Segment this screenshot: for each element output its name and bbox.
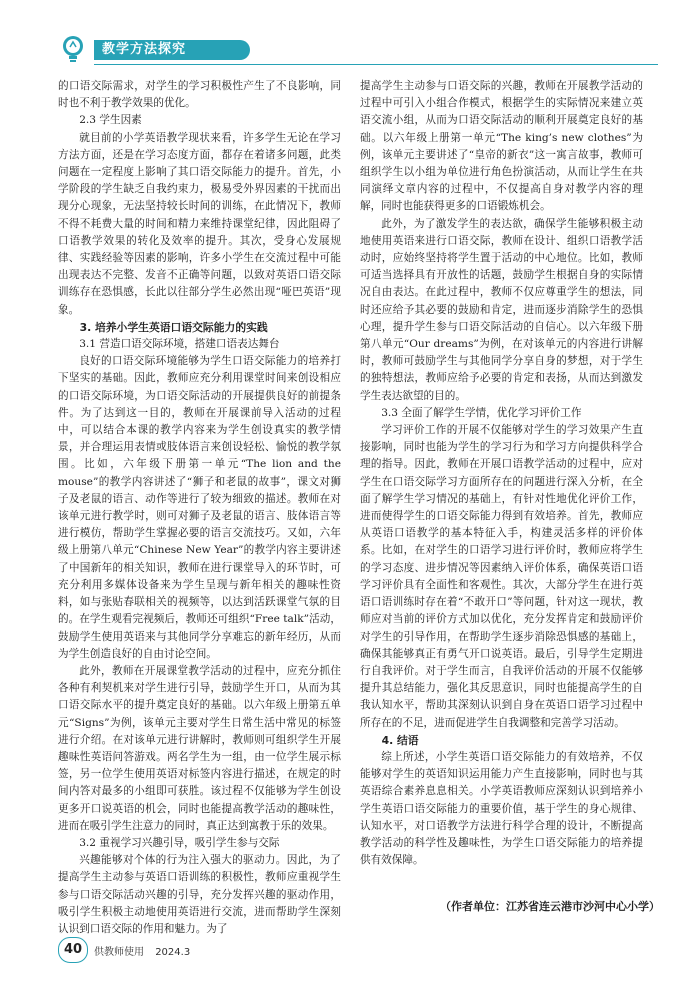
journal-issue: 2024.3: [155, 947, 191, 958]
author-affiliation: （作者单位：江苏省连云港市沙河中心小学）: [440, 900, 660, 913]
paragraph: 就目前的小学英语教学现状来看，许多学生无论在学习方法方面，还是在学习态度方面，都存在着诸多问题，此类问题在一定程度上影响了其口语交际能力的提升。首先，小学阶段的学生缺乏自我约束力，极易受外界因素的干扰而出现分心现象，无法坚持较长时间的训练，在此情况下，教师不得不耗费大量的时间和精力来维持课堂纪律，因此阻碍了口语教学效果的转化及效率的提升。其次，受身心发展规律、实践经验等因素的影响，许多小学生在交流过程中可能出现表达不完整、发音不正确等问题，以致对英语口语交际训练存在恐惧感，长此以往部分学生必然出现“哑巴英语”现象。: [58, 131, 341, 316]
subheading-3-3: 3.3 全面了解学生学情，优化学习评价工作: [381, 406, 582, 419]
subheading-2-3: 2.3 学生因素: [79, 114, 142, 127]
heading-4: 4. 结语: [381, 733, 419, 747]
journal-info: [94, 943, 198, 958]
left-column: [58, 78, 341, 938]
paragraph: 兴趣能够对个体的行为注入强大的驱动力。因此，为了提高学生主动参与英语口语训练的积极性，教师应重视学生参与口语交际活动兴趣的引导，充分发挥兴趣的驱动作用，吸引学生积极主动地使用英语进行交流，进而帮助学生深刻认识到口语交际的作用和魅力。为了: [58, 854, 341, 935]
paragraph: 的口语交际需求，对学生的学习积极性产生了不良影响，同时也不利于教学效果的优化。: [58, 80, 341, 110]
page-number: 40: [58, 937, 88, 963]
page-header: [58, 34, 658, 66]
heading-3: 3. 培养小学生英语口语交际能力的实践: [79, 320, 268, 334]
right-column: [360, 78, 643, 869]
paragraph: 此外，教师在开展课堂教学活动的过程中，应充分抓住各种有利契机来对学生进行引导，鼓励学生开口，从而为其口语交际水平的提升奠定良好的基础。以六年级上册第五单元“Signs”为例，该单元主要对学生日常生活中常见的标签进行介绍。在对该单元进行讲解时，教师则可组织学生开展趣味性英语问答游戏。两名学生为一组，由一位学生展示标签，另一位学生使用英语对标签内容进行描述，在规定的时间内答对最多的小组即可获胜。该过程不仅能够为学生创设更多开口说英语的机会，同时也能提高教学活动的趣味性，进而在吸引学生注意力的同时，真正达到寓教于乐的效果。: [58, 664, 341, 832]
paragraph: 提高学生主动参与口语交际的兴趣，教师在开展教学活动的过程中可引入小组合作模式，根据学生的实际情况来建立英语交流小组，从而为口语交际活动的顺利开展奠定良好的基础。以六年级上册第一单元“The king’s new clothes”为例，该单元主要讲述了“皇帝的新衣”这一寓言故事，教师可组织学生以小组为单位进行角色扮演活动，从而让学生在共同演绎文章内容的过程中，不仅提高自身对教学内容的理解，同时也能获得更多的口语锻炼机会。: [360, 80, 643, 213]
journal-name: 供教师使用: [94, 947, 144, 958]
lightbulb-icon: [58, 34, 88, 64]
subheading-3-1: 3.1 营造口语交际环境，搭建口语表达舞台: [79, 338, 280, 351]
page-footer: [58, 937, 258, 965]
paragraph: 学习评价工作的开展不仅能够对学生的学习效果产生直接影响，同时也能为学生的学习行为和学习方向提供科学合理的指导。因此，教师在开展口语教学活动的过程中，应对学生在口语交际学习方面所存在的问题进行深入分析，在全面了解学生学习情况的基础上，有针对性地优化评价工作，进而使得学生的口语交际能力得到有效培养。首先，教师应从英语口语教学的基本特征入手，构建灵活多样的评价体系。比如，在对学生的口语学习进行评价时，教师应将学生的学习态度、进步情况等因素纳入评价体系，确保英语口语学习评价具有全面性和客观性。其次，大部分学生在进行英语口语训练时存在着“不敢开口”等问题，针对这一现状，教师应对当前的评价方式加以优化，充分发挥肯定和鼓励评价对学生的引导作用，在帮助学生逐步消除恐惧感的基础上，确保其能够真正有勇气开口说英语。最后，引导学生定期进行自我评价。对于学生而言，自我评价活动的开展不仅能够提升其总结能力，强化其反思意识，同时也能提高学生的自我认知水平，帮助其深刻认识到自身在英语口语学习过程中所存在的不足，进而促进学生自我调整和完善学习活动。: [360, 424, 643, 729]
header-divider: [94, 64, 658, 65]
subheading-3-2: 3.2 重视学习兴趣引导，吸引学生参与交际: [79, 836, 280, 849]
section-title: 教学方法探究: [94, 40, 250, 60]
paragraph: 良好的口语交际环境能够为学生口语交际能力的培养打下坚实的基础。因此，教师应充分利用课堂时间来创设相应的口语交际环境，为口语交际活动的开展提供良好的前提条件。为了达到这一目的，教师在开展课前导入活动的过程中，可以结合本课的教学内容来为学生创设真实的教学情景，并合理运用表情或肢体语言来创设轻松、愉悦的教学氛围。比如，六年级下册第一单元“The lion and the mouse”的教学内容讲述了“狮子和老鼠的故事”，课文对狮子及老鼠的语言、动作等进行了较为细致的描述。教师在对该单元进行教学时，则可对狮子及老鼠的语言、肢体语言等进行模仿，帮助学生掌握必要的语言交流技巧。又如，六年级上册第八单元“Chinese New Year”的教学内容主要讲述了中国新年的相关知识，教师在进行课堂导入的环节时，可充分利用多媒体设备来为学生呈现与新年相关的趣味性资料，如与张贴春联相关的视频等，以达到活跃课堂气氛的目的。在学生观看完视频后，教师还可组织“Free talk”活动，鼓励学生使用英语来与其他同学分享难忘的新年经历，从而为学生创造良好的自由讨论空间。: [58, 355, 341, 660]
paragraph: 综上所述，小学生英语口语交际能力的有效培养，不仅能够对学生的英语知识运用能力产生直接影响，同时也与其英语综合素养息息相关。小学英语教师应深刻认识到培养小学生英语口语交际能力的重要价值，基于学生的身心规律、认知水平，对口语教学方法进行科学合理的设计，不断提高教学活动的科学性及趣味性，为学生口语交际能力的培养提供有效保障。: [360, 750, 643, 867]
paragraph: 此外，为了激发学生的表达欲，确保学生能够积极主动地使用英语来进行口语交际，教师在设计、组织口语教学活动时，应始终坚持将学生置于活动的中心地位。比如，教师可适当选择具有开放性的话题，鼓励学生根据自身的实际情况自由表达。在此过程中，教师不仅应尊重学生的想法，同时还应给予其必要的鼓励和肯定，进而逐步消除学生的恐惧心理，提升学生参与口语交际活动的自信心。以六年级下册第八单元“Our dreams”为例，在对该单元的内容进行讲解时，教师可鼓励学生与其他同学分享自身的梦想，对于学生的独特想法，教师应给予必要的肯定和表扬，从而达到激发学生表达欲望的目的。: [360, 217, 643, 402]
